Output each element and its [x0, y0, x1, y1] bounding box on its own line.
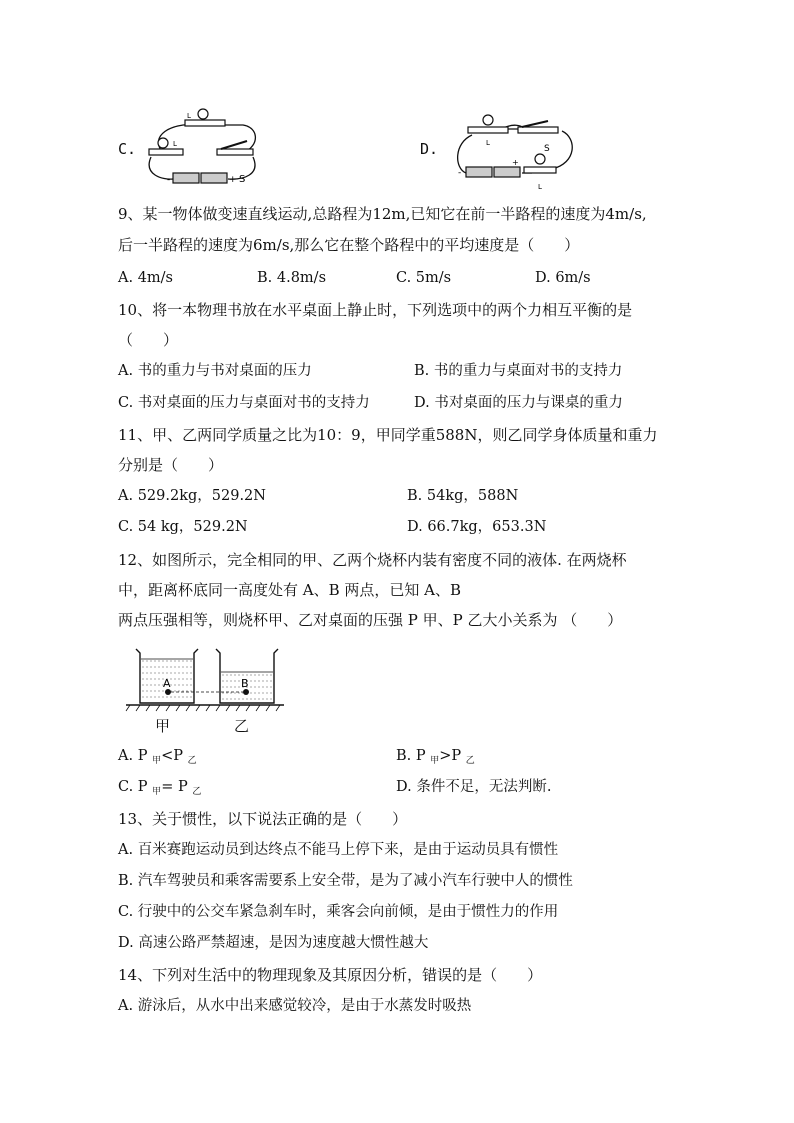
- beaker-diagram: [124, 645, 288, 715]
- point-b-label: B: [241, 677, 249, 690]
- l1-label: L: [486, 139, 490, 147]
- q11-option-b: B. 54kg，588N: [407, 488, 519, 504]
- q14-stem: 14、下列对生活中的物理现象及其原因分析，错误的是（ ）: [118, 966, 543, 984]
- q12-option-b: B. P $_甲$>P $_乙$: [396, 748, 475, 766]
- switch-label: S: [544, 144, 550, 154]
- q10-option-d: D. 书对桌面的压力与课桌的重力: [414, 395, 623, 411]
- plus-label: +: [512, 158, 519, 167]
- q12-option-a: A. P $_甲$<P $_乙$: [118, 748, 197, 766]
- q10-stem-line2: （ ）: [118, 331, 179, 349]
- q11-option-a: A. 529.2kg，529.2N: [118, 488, 266, 504]
- l1-label: L: [173, 140, 177, 148]
- plus-label: +: [229, 175, 237, 185]
- q9-option-d: D. 6m/s: [535, 270, 591, 286]
- q13-stem: 13、关于惯性，以下说法正确的是（ ）: [118, 810, 408, 828]
- q11-option-c: C. 54 kg，529.2N: [118, 519, 248, 535]
- label-yi: 乙: [234, 717, 250, 735]
- q9-option-c: C. 5m/s: [396, 270, 452, 286]
- q9-stem-line1: 9、某一物体做变速直线运动,总路程为12m,已知它在前一半路程的速度为4m/s,: [118, 205, 647, 223]
- q12-stem-line2: 中，距离杯底同一高度处有 A、B 两点，已知 A、B: [118, 581, 462, 599]
- option-c-label: C.: [118, 140, 137, 158]
- option-d-label: D.: [420, 140, 439, 158]
- q9-stem-line2: 后一半路程的速度为6m/s,那么它在整个路程中的平均速度是（ ）: [118, 236, 580, 254]
- minus-label: -: [458, 168, 462, 178]
- q11-option-d: D. 66.7kg，653.3N: [407, 519, 547, 535]
- q11-stem-line2: 分别是（ ）: [118, 456, 224, 474]
- point-a-label: A: [163, 677, 171, 690]
- q12-stem-line1: 12、如图所示，完全相同的甲、乙两个烧杯内装有密度不同的液体. 在两烧杯: [118, 551, 627, 569]
- circuit-diagram-c: [143, 105, 263, 190]
- q13-option-d: D. 高速公路严禁超速，是因为速度越大惯性越大: [118, 935, 429, 951]
- q12-option-d: D. 条件不足，无法判断.: [396, 779, 552, 795]
- q11-stem-line1: 11、甲、乙两同学质量之比为10：9，甲同学重588N，则乙同学身体质量和重力: [118, 426, 658, 444]
- q14-option-a: A. 游泳后，从水中出来感觉较冷，是由于水蒸发时吸热: [118, 998, 472, 1014]
- q10-option-b: B. 书的重力与桌面对书的支持力: [414, 363, 623, 379]
- q10-stem-line1: 10、将一本物理书放在水平桌面上静止时，下列选项中的两个力相互平衡的是: [118, 301, 633, 319]
- minus-label: -: [167, 175, 171, 185]
- q10-option-a: A. 书的重力与书对桌面的压力: [118, 363, 312, 379]
- q12-option-c: C. P $_甲$= P $_乙$: [118, 779, 202, 797]
- l2-label: L: [538, 183, 542, 191]
- q12-stem-line3: 两点压强相等，则烧杯甲、乙对桌面的压强 P 甲、P 乙大小关系为 （ ）: [118, 611, 623, 629]
- switch-label: S: [239, 174, 246, 185]
- q13-option-c: C. 行驶中的公交车紧急刹车时，乘客会向前倾，是由于惯性力的作用: [118, 904, 559, 920]
- q9-option-b: B. 4.8m/s: [257, 270, 327, 286]
- q9-option-a: A. 4m/s: [118, 270, 173, 286]
- label-jia: 甲: [155, 717, 171, 735]
- q13-option-a: A. 百米赛跑运动员到达终点不能马上停下来，是由于运动员具有惯性: [118, 842, 559, 858]
- q10-option-c: C. 书对桌面的压力与桌面对书的支持力: [118, 395, 370, 411]
- l2-label: L: [187, 112, 191, 120]
- circuit-diagram-d: [452, 103, 582, 195]
- q13-option-b: B. 汽车驾驶员和乘客需要系上安全带，是为了减小汽车行驶中人的惯性: [118, 873, 573, 889]
